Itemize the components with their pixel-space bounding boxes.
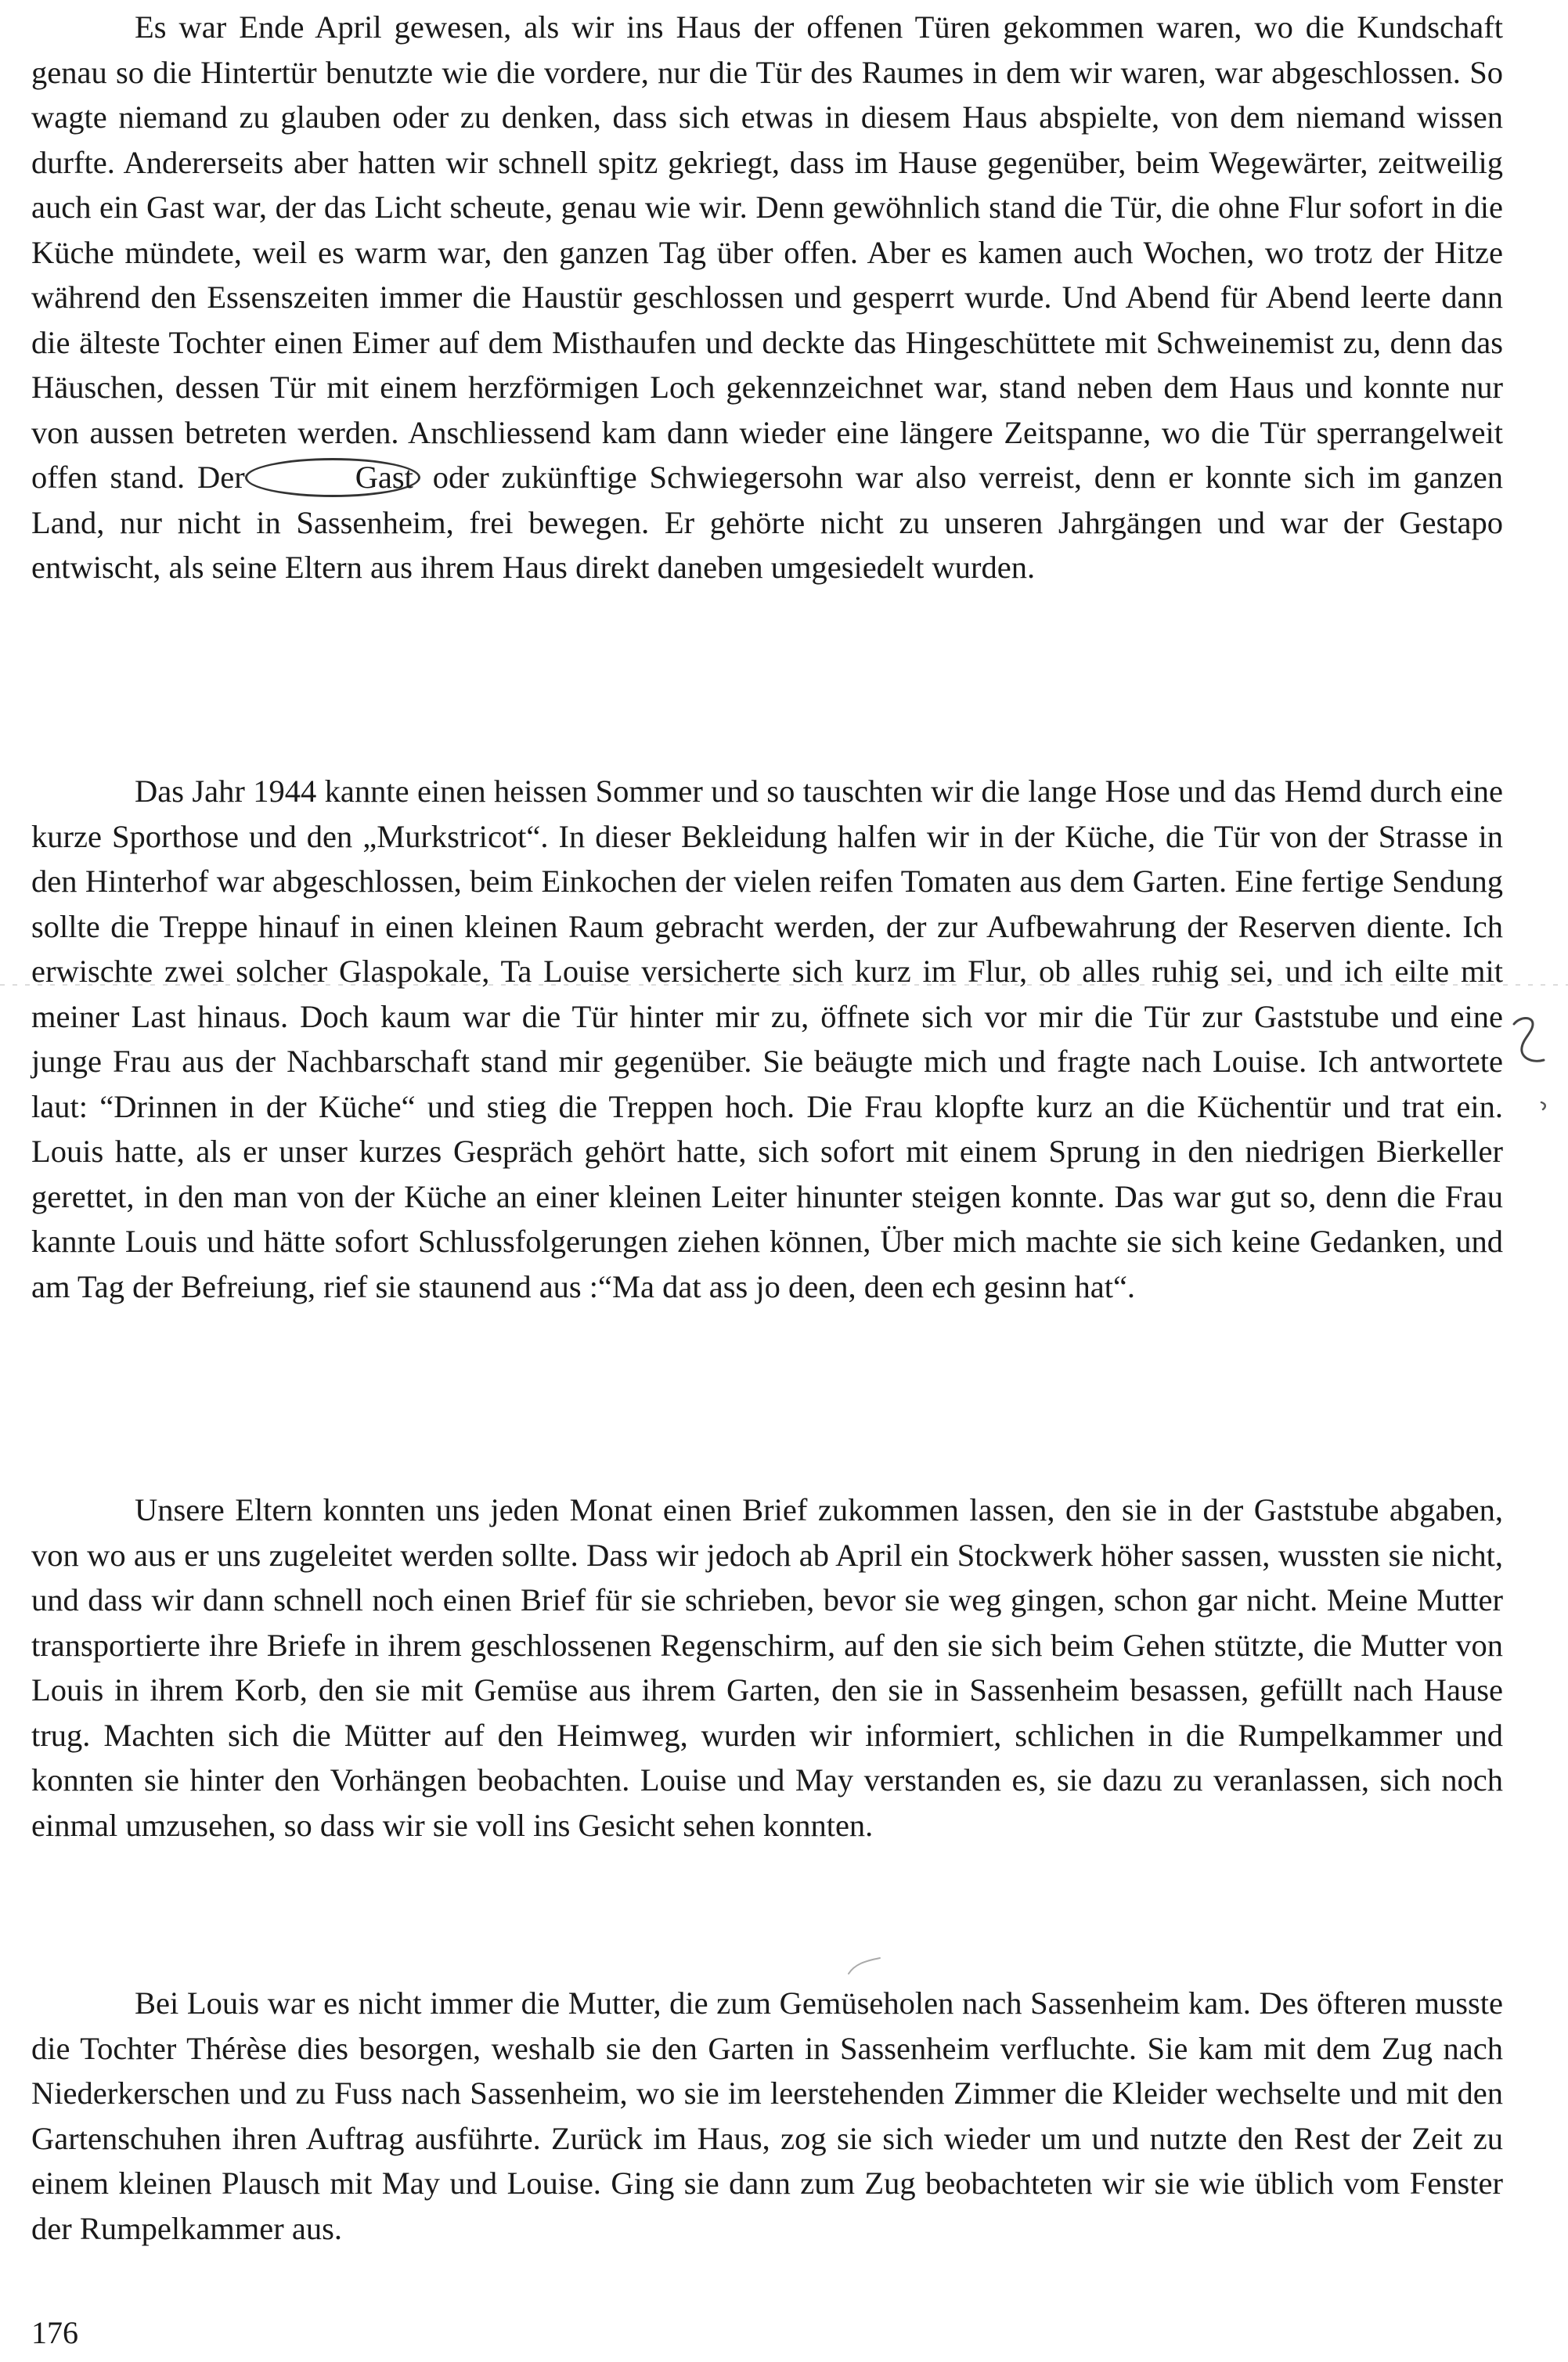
paragraph-3: Unsere Eltern konnten uns jeden Monat einen Brief zukommen lassen, den sie in der Gaststube abgaben, von wo aus er uns zugeleitet werden sollte. Dass wir jedoch ab April ein Stockwerk höher sassen, wussten sie nicht, und dass wir dann schnell noch einen Brief für sie schrieben, bevor sie weg gingen, schon gar nicht. Meine Mutter transportierte ihre Briefe in ihrem geschlossenen Regenschirm, auf den sie sich beim Gehen stützte, die Mutter von Louis in ihrem Korb, den sie mit Gemüse aus ihrem Garten, den sie in Sassenheim besassen, gefüllt nach Hause trug. Machten sich die Mütter auf den Heimweg, wurden wir informiert, schlichen in die Rumpelkammer und konnten sie hinter den Vorhängen beobachten. Louise und May verstanden es, sie dazu zu veranlassen, sich noch einmal umzusehen, so dass wir sie voll ins Gesicht sehen konnten.	[31, 1492, 1503, 1843]
paragraph-1-text: Es war Ende April gewesen, als wir ins Haus der offenen Türen gekommen waren, wo die Kundschaft genau so die Hintertür benutzte wie die vordere, nur die Tür des Raumes in dem wir waren, war abgeschlossen. So wagte niemand zu glauben oder zu denken, dass sich etwas in diesem Haus abspielte, von dem niemand wissen durfte. Andererseits aber hatten wir schnell spitz gekriegt, dass im Hause gegenüber, beim Wegewärter, zeitweilig auch ein Gast war, der das Licht scheute, genau wie wir. Denn gewöhnlich stand die Tür, die ohne Flur sofort in die Küche mündete, weil es warm war, den ganzen Tag über offen. Aber es kamen auch Wochen, wo trotz der Hitze während den Essenszeiten immer die Haustür geschlossen und gesperrt wurde. Und Abend für Abend leerte dann die älteste Tochter einen Eimer auf dem Misthaufen und deckte das Hingeschüttete mit Schweinemist zu, denn das Häuschen, dessen Tür mit einem herzförmigen Loch gekennzeichnet war, stand neben dem Haus und konnte nur von aussen betreten werden. Anschliessend kam dann wieder eine längere Zeitspanne, wo die Tür sperrangelweit offen stand. Der	[31, 9, 1503, 495]
paragraph-1-text-after: oder zukünftige Schwiegersohn war also verreist, denn er konnte sich im ganzen Land, nur nicht in Sassenheim, frei bewegen. Er gehörte nicht zu unseren Jahrgängen und war der Gestapo entwischt, als seine Eltern aus ihrem Haus direkt daneben umgesiedelt wurden.	[31, 460, 1503, 585]
page-number: 176	[31, 2315, 78, 2350]
handwritten-comma-mark	[1538, 1100, 1549, 1111]
paragraph-2: Das Jahr 1944 kannte einen heissen Sommer und so tauschten wir die lange Hose und das Hemd durch eine kurze Sporthose und den „Murkstricot“. In dieser Bekleidung halfen wir in der Küche, die Tür von der Strasse in den Hinterhof war abgeschlossen, beim Einkochen der vielen reifen Tomaten aus dem Garten. Eine fertige Sendung sollte die Treppe hinauf in einen kleinen Raum gebracht werden, der zur Aufbewahrung der Reserven diente. Ich erwischte zwei solcher Glaspokale, Ta Louise versicherte sich kurz im Flur, ob alles ruhig sei, und ich eilte mit meiner Last hinaus. Doch kaum war die Tür hinter mir zu, öffnete sich vor mir die Tür zur Gaststube und eine junge Frau aus der Nachbarschaft stand mir gegenüber. Sie beäugte mich und fragte nach Louise. Ich antwortete laut: “Drinnen in der Küche“ und stieg die Treppen hoch. Die Frau klopfte kurz an die Küchentür und trat ein. Louis hatte, als er unser kurzes Gespräch gehört hatte, sich sofort mit einem Sprung in den niedrigen Bierkeller gerettet, in den man von der Küche an einer kleinen Leiter hinunter steigen konnte. Das war gut so, denn die Frau kannte Louis und hätte sofort Schlussfolgerungen ziehen können, Über mich machte sie sich keine Gedanken, und am Tag der Befreiung, rief sie staunend aus :“Ma dat ass jo deen, deen ech gesinn hat“.	[31, 774, 1503, 1304]
handwritten-margin-mark	[1509, 1015, 1548, 1069]
stray-pen-mark	[845, 1953, 885, 1977]
paragraph-4: Bei Louis war es nicht immer die Mutter, die zum Gemüseholen nach Sassenheim kam. Des öfteren musste die Tochter Thérèse dies besorgen, weshalb sie den Garten in Sassenheim verfluchte. Sie kam mit dem Zug nach Niederkerschen und zu Fuss nach Sassenheim, wo sie im leerstehenden Zimmer die Kleider wechselte und mit den Gartenschuhen ihren Auftrag ausführte. Zurück im Haus, zog sie sich wieder um und nutzte den Rest der Zeit zu einem kleinen Plausch mit May und Louise. Ging sie dann zum Zug beobachteten wir sie wie üblich vom Fenster der Rumpelkammer aus.	[31, 1985, 1503, 2246]
paragraph-1	[31, 5, 1503, 590]
circled-word: Gast	[245, 458, 420, 497]
